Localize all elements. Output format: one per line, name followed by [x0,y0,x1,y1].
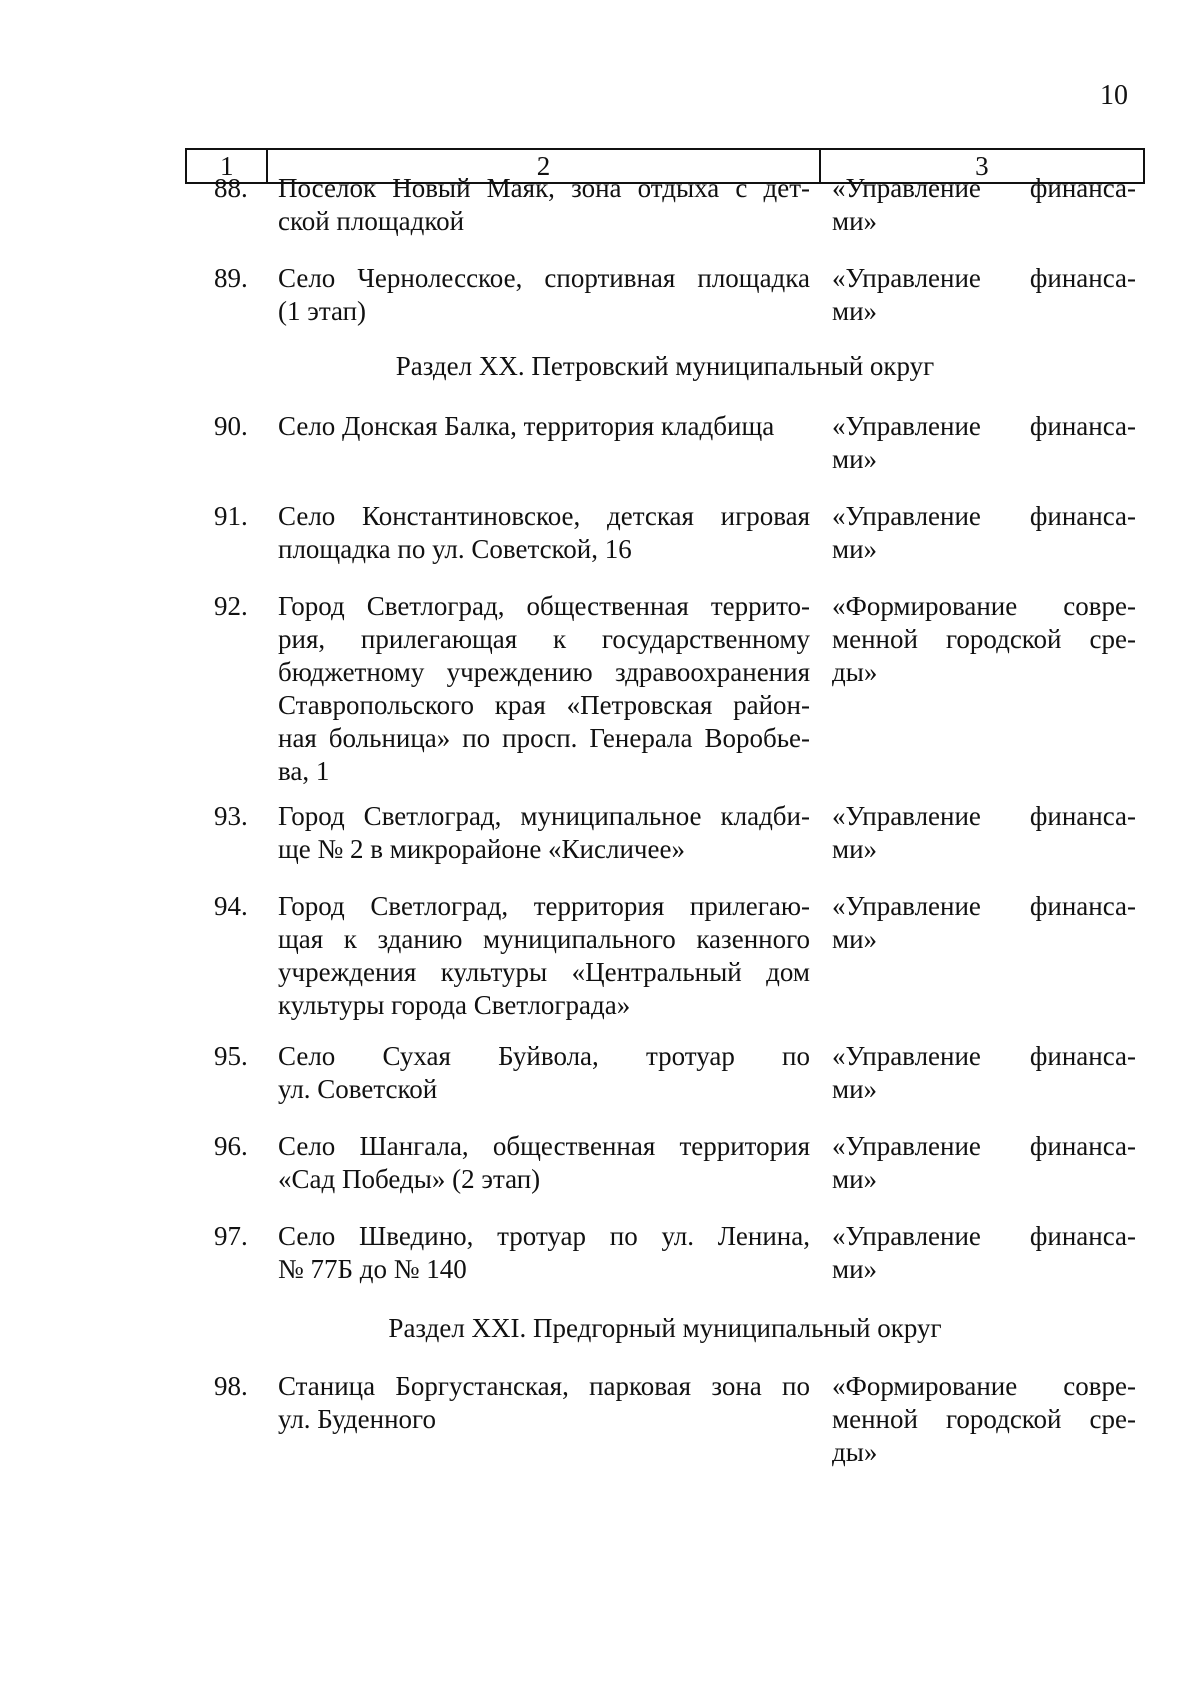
object-description [278,1040,810,1106]
object-description [278,500,810,566]
object-description-line: Село Шангала, общественная территория [278,1131,810,1161]
row-number: 92. [214,591,248,621]
program-name-line: ми» [832,834,878,864]
object-description-line: Станица Боргустанская, парковая зона по [278,1371,810,1401]
program-name-line: ды» [832,657,878,687]
program-name-line: ми» [832,1254,878,1284]
object-description-line: бюджетному учреждению здравоохранения [278,657,810,687]
section-heading: Раздел XXI. Предгорный муниципальный округ [388,1313,942,1343]
object-description [278,172,810,238]
program-name-line: менной городской сре- [832,624,1136,654]
program-name-line: «Управление финанса- [832,263,1136,293]
column-3-header: 3 [820,149,1144,183]
program-name [832,410,1136,476]
program-name [832,890,1136,956]
program-name-line: «Формирование совре- [832,1371,1136,1401]
object-description-line: щая к зданию муниципального казенного [278,924,810,954]
program-name-line: ми» [832,1074,878,1104]
object-description-line: Ставропольского края «Петровская район- [278,690,810,720]
program-name-line: «Формирование совре- [832,591,1136,621]
program-name-line: «Управление финанса- [832,501,1136,531]
program-name-line: «Управление финанса- [832,801,1136,831]
object-description [278,1130,810,1196]
object-description-line: Поселок Новый Маяк, зона отдыха с дет- [278,173,810,203]
object-description-line: культуры города Светлограда» [278,990,631,1020]
object-description-line: ул. Советской [278,1074,438,1104]
object-description-line: ная больница» по просп. Генерала Воробье- [278,723,810,753]
object-description-line: «Сад Победы» (2 этап) [278,1164,541,1194]
object-description-line: Город Светлоград, территория прилегаю- [278,891,810,921]
object-description [278,800,810,866]
object-description [278,262,810,328]
row-number: 95. [214,1041,248,1071]
program-name-line: ми» [832,444,878,474]
object-description-line: Село Чернолесское, спортивная площадка [278,263,810,293]
object-description-line: площадка по ул. Советской, 16 [278,534,632,564]
column-1-header: 1 [186,149,267,183]
object-description-line: Село Шведино, тротуар по ул. Ленина, [278,1221,810,1251]
object-description-line: Село Константиновское, детская игровая [278,501,810,531]
program-name-line: «Управление финанса- [832,891,1136,921]
program-name-line: «Управление финанса- [832,173,1136,203]
program-name-line: ды» [832,1437,878,1467]
program-name-line: ми» [832,1164,878,1194]
row-number: 98. [214,1371,248,1401]
program-name-line: «Управление финанса- [832,1221,1136,1251]
program-name-line: «Управление финанса- [832,1131,1136,1161]
row-number: 96. [214,1131,248,1161]
section-heading: Раздел XX. Петровский муниципальный округ [395,351,935,381]
program-name-line: ми» [832,534,878,564]
program-name-line: ми» [832,924,878,954]
object-description-line: ще № 2 в микрорайоне «Кисличее» [278,834,685,864]
program-name [832,800,1136,866]
object-description-line: (1 этап) [278,296,367,326]
program-name [832,262,1136,328]
program-name [832,1220,1136,1286]
object-description-line: учреждения культуры «Центральный дом [278,957,810,987]
object-description-line: ской площадкой [278,206,465,236]
object-description-line: Город Светлоград, общественная террито- [278,591,810,621]
object-description [278,890,810,1022]
row-number: 91. [214,501,248,531]
row-number: 89. [214,263,248,293]
program-name-line: «Управление финанса- [832,411,1136,441]
row-number: 94. [214,891,248,921]
program-name [832,172,1136,238]
row-number: 90. [214,411,248,441]
row-number: 97. [214,1221,248,1251]
row-number: 88. [214,173,248,203]
object-description-line: рия, прилегающая к государственному [278,624,810,654]
program-name [832,1370,1136,1469]
object-description-line: Село Донская Балка, территория кладбища [278,411,775,441]
program-name [832,1040,1136,1106]
object-description-line: № 77Б до № 140 [278,1254,467,1284]
program-name-line: менной городской сре- [832,1404,1136,1434]
object-description-line: Город Светлоград, муниципальное кладби- [278,801,810,831]
column-2-header: 2 [267,149,819,183]
program-name-line: ми» [832,206,878,236]
object-description [278,410,810,443]
program-name [832,590,1136,689]
program-name [832,500,1136,566]
page-number: 10 [1100,80,1128,111]
program-name [832,1130,1136,1196]
program-name-line: ми» [832,296,878,326]
object-description-line: Село Сухая Буйвола, тротуар по [278,1041,810,1071]
object-description [278,590,810,788]
object-description [278,1220,810,1286]
program-name-line: «Управление финанса- [832,1041,1136,1071]
object-description [278,1370,810,1436]
object-description-line: ва, 1 [278,756,330,786]
row-number: 93. [214,801,248,831]
object-description-line: ул. Буденного [278,1404,436,1434]
